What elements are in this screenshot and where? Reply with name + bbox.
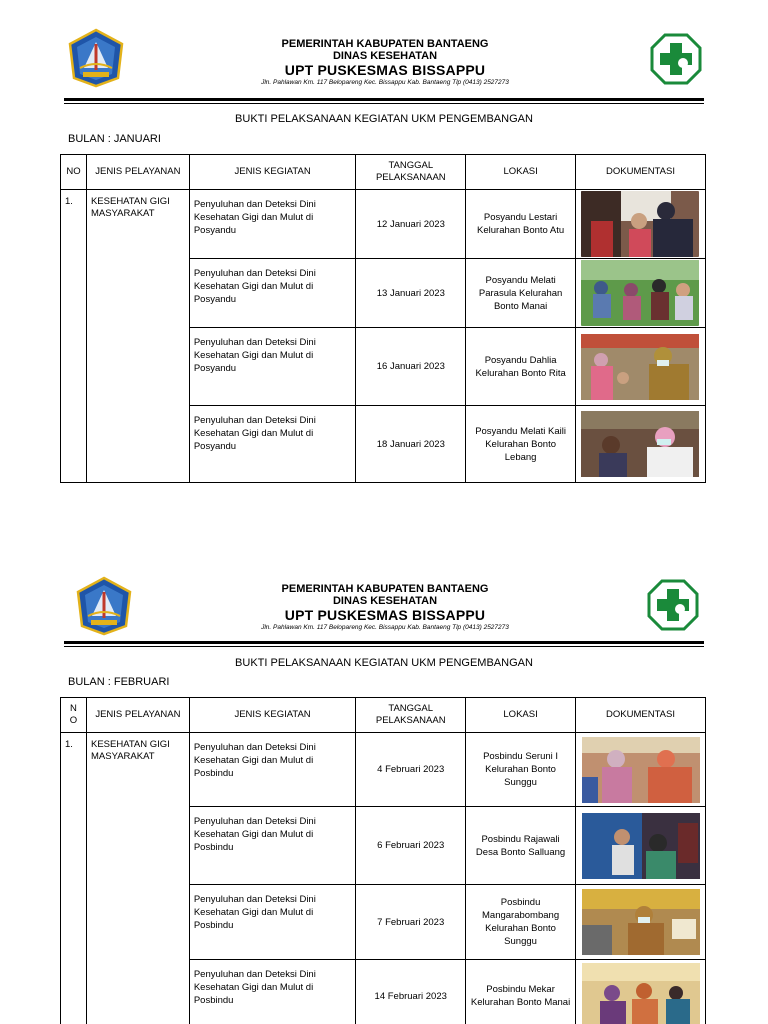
photo-dental-exam (581, 191, 699, 257)
header-tanggal: TANGGAL PELAKSANAAN (356, 155, 466, 190)
bantaeng-seal-icon (66, 28, 126, 88)
date-cell: 18 Januari 2023 (356, 406, 466, 483)
letterhead-rule-thick (64, 98, 704, 101)
photo-dental-exam-child (581, 407, 699, 481)
puskesmas-cross-icon (647, 579, 699, 631)
activity-cell: Penyuluhan dan Deteksi Dini Kesehatan Gigi dan Mulut di Posyandu (189, 406, 356, 483)
header-lokasi: LOKASI (466, 698, 576, 733)
department-name: DINAS KESEHATAN (332, 50, 438, 62)
documentation-cell (576, 807, 706, 885)
location-cell: Posbindu Rajawali Desa Bonto Salluang (466, 807, 576, 885)
header-jenis-kegiatan: JENIS KEGIATAN (189, 698, 355, 733)
header-tanggal: TANGGAL PELAKSANAAN (356, 698, 466, 733)
date-cell: 12 Januari 2023 (356, 190, 466, 259)
activity-cell: Penyuluhan dan Deteksi Dini Kesehatan Gigi dan Mulut di Posyandu (189, 259, 356, 328)
activity-cell: Penyuluhan dan Deteksi Dini Kesehatan Gigi dan Mulut di Posbindu (189, 733, 355, 807)
service-type: KESEHATAN GIGI MASYARAKAT (86, 190, 189, 483)
date-cell: 7 Februari 2023 (356, 885, 466, 960)
month-label: BULAN : FEBRUARI (68, 676, 170, 688)
location-cell: Posbindu Mekar Kelurahan Bonto Manai (466, 960, 576, 1024)
document-title: BUKTI PELAKSANAAN KEGIATAN UKM PENGEMBANGAN (235, 113, 533, 125)
photo-child-checkup (581, 330, 699, 404)
clinic-name: UPT PUSKESMAS BISSAPPU (284, 607, 486, 623)
documentation-cell (575, 406, 705, 483)
letterhead-text (230, 583, 540, 632)
header-jenis-pelayanan: JENIS PELAYANAN (86, 155, 189, 190)
letterhead (0, 543, 768, 643)
letterhead-rule-thin (64, 646, 704, 647)
document-title: BUKTI PELAKSANAAN KEGIATAN UKM PENGEMBANGAN (235, 657, 533, 669)
month-label: BULAN : JANUARI (68, 133, 161, 145)
header-jenis-kegiatan: JENIS KEGIATAN (189, 155, 356, 190)
activity-cell: Penyuluhan dan Deteksi Dini Kesehatan Gigi dan Mulut di Posbindu (189, 960, 355, 1024)
activity-cell: Penyuluhan dan Deteksi Dini Kesehatan Gigi dan Mulut di Posyandu (189, 328, 356, 406)
service-type: KESEHATAN GIGI MASYARAKAT (86, 733, 189, 1024)
documentation-cell (575, 328, 705, 406)
report-section-january (0, 0, 768, 463)
location-cell: Posyandu Dahlia Kelurahan Bonto Rita (466, 328, 576, 406)
header-lokasi: LOKASI (466, 155, 576, 190)
header-no: NO (61, 155, 87, 190)
clinic-name: UPT PUSKESMAS BISSAPPU (284, 62, 486, 78)
date-cell: 6 Februari 2023 (356, 807, 466, 885)
clinic-address: Jln. Pahlawan Km. 117 Belopareng Kec. Bissappu Kab. Bantaeng Tlp (0413) 2527273 (261, 624, 509, 631)
photo-elder-exam (582, 735, 700, 805)
documentation-cell (575, 259, 705, 328)
report-section-february (0, 543, 768, 1008)
table-header-row (61, 698, 706, 733)
photo-indoor-exam (582, 809, 700, 883)
location-cell: Posyandu Melati Parasula Kelurahan Bonto Manai (466, 259, 576, 328)
puskesmas-cross-icon (650, 33, 702, 85)
location-cell: Posbindu Mangarabombang Kelurahan Bonto Sunggu (466, 885, 576, 960)
activity-table (60, 154, 706, 483)
header-dokumentasi: DOKUMENTASI (575, 155, 705, 190)
photo-group-outdoor (581, 260, 699, 326)
activity-table (60, 697, 706, 1024)
header-jenis-pelayanan: JENIS PELAYANAN (86, 698, 189, 733)
location-cell: Posyandu Lestari Kelurahan Bonto Atu (466, 190, 576, 259)
row-number: 1. (61, 733, 87, 1024)
row-number: 1. (61, 190, 87, 483)
location-cell: Posbindu Seruni I Kelurahan Bonto Sunggu (466, 733, 576, 807)
government-name: PEMERINTAH KABUPATEN BANTAENG (281, 38, 489, 50)
letterhead (0, 0, 768, 100)
table-header-row (61, 155, 706, 190)
activity-cell: Penyuluhan dan Deteksi Dini Kesehatan Gigi dan Mulut di Posbindu (189, 885, 355, 960)
activity-cell: Penyuluhan dan Deteksi Dini Kesehatan Gigi dan Mulut di Posyandu (189, 190, 356, 259)
documentation-cell (576, 885, 706, 960)
location-cell: Posyandu Melati Kaili Kelurahan Bonto Lebang (466, 406, 576, 483)
date-cell: 16 Januari 2023 (356, 328, 466, 406)
government-name: PEMERINTAH KABUPATEN BANTAENG (281, 583, 489, 595)
header-dokumentasi: DOKUMENTASI (576, 698, 706, 733)
header-no: N O (61, 698, 87, 733)
letterhead-rule-thick (64, 641, 704, 644)
table-row (61, 190, 706, 259)
documentation-cell (575, 190, 705, 259)
date-cell: 13 Januari 2023 (356, 259, 466, 328)
photo-health-worker (582, 886, 700, 958)
letterhead-rule-thin (64, 103, 704, 104)
department-name: DINAS KESEHATAN (332, 595, 438, 607)
activity-cell: Penyuluhan dan Deteksi Dini Kesehatan Gigi dan Mulut di Posbindu (189, 807, 355, 885)
documentation-cell (576, 960, 706, 1024)
bantaeng-seal-icon (74, 576, 134, 636)
documentation-cell (576, 733, 706, 807)
date-cell: 4 Februari 2023 (356, 733, 466, 807)
letterhead-text (230, 38, 540, 87)
table-row (61, 733, 706, 807)
clinic-address: Jln. Pahlawan Km. 117 Belopareng Kec. Bissappu Kab. Bantaeng Tlp (0413) 2527273 (261, 79, 509, 86)
photo-elder-group (582, 961, 700, 1024)
date-cell: 14 Februari 2023 (356, 960, 466, 1024)
